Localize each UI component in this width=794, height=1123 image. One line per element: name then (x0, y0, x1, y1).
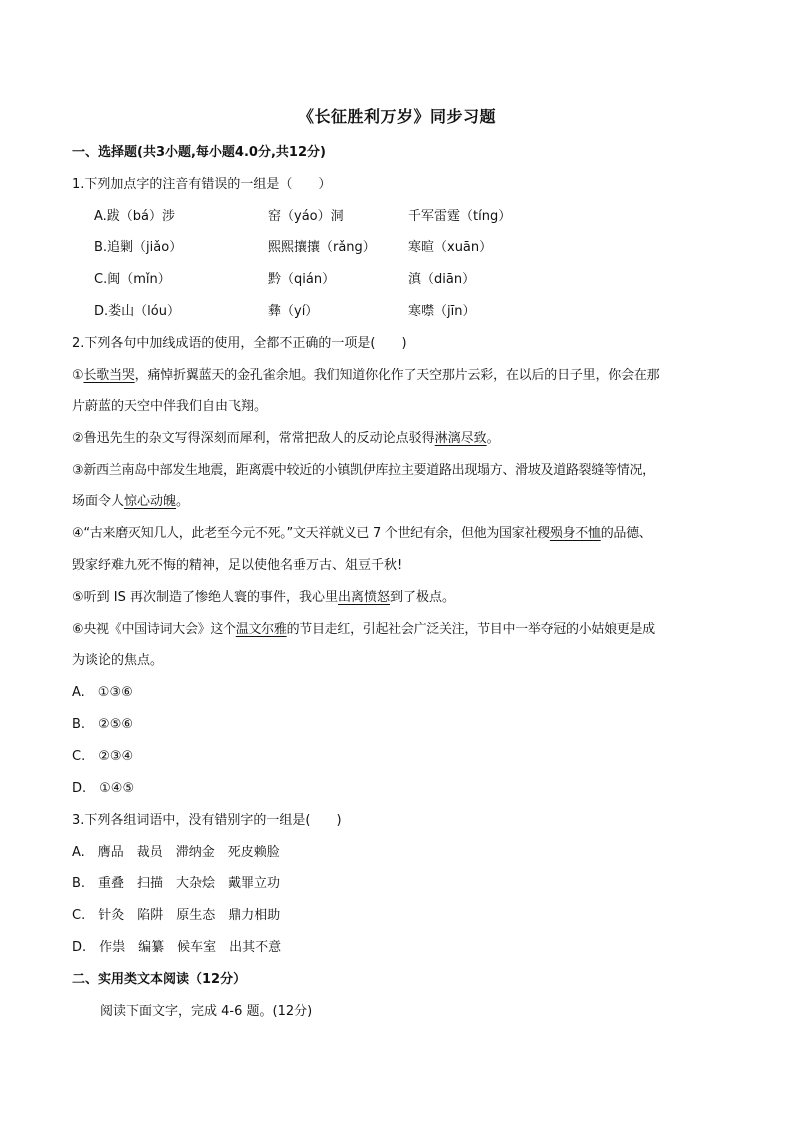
question-2-stem: 2.下列各句中加线成语的使用，全都不正确的一项是( ) (72, 336, 407, 351)
q2-option-b: B. ②⑤⑥ (72, 717, 134, 732)
q2-idiom-5: 出离愤怒 (338, 590, 391, 605)
q1-c-col3: 滇（diān） (408, 272, 476, 287)
question-1-stem: 1.下列加点字的注音有错误的一组是（ ） (72, 177, 332, 192)
q2-idiom-2: 淋漓尽致 (434, 431, 487, 446)
section-2-heading: 二、实用类文本阅读（12分） (72, 972, 247, 987)
q2-sentence-5: ⑤听到 IS 再次制造了惨绝人寰的事件，我心里出离愤怒到了极点。 (72, 590, 456, 605)
q2-idiom-6: 温文尔雅 (235, 622, 287, 637)
q2-idiom-4: 殒身不恤 (549, 526, 601, 541)
q1-b-col3: 寒暄（xuān） (408, 240, 493, 255)
q2-sentence-4-cont: 毁家纾难九死不悔的精神，足以使他名垂万古、俎豆千秋! (72, 558, 403, 573)
q2-option-c: C. ②③④ (72, 749, 134, 764)
q1-c-col1: C.闽（mǐn） (94, 272, 171, 287)
q1-d-col3: 寒噤（jīn） (408, 304, 476, 319)
q3-option-b: B. 重叠 扫描 大杂烩 戴罪立功 (72, 876, 281, 891)
q3-option-d: D. 作祟 编纂 候车室 出其不意 (72, 940, 282, 955)
question-3-stem: 3.下列各组词语中，没有错别字的一组是( ) (72, 813, 342, 828)
q2-option-d: D. ①④⑤ (72, 781, 135, 796)
q2-sentence-6-cont: 为谈论的焦点。 (72, 653, 164, 668)
q1-c-col2: 黔（qián） (268, 272, 336, 287)
q2-sentence-1-cont: 片蔚蓝的天空中伴我们自由飞翔。 (72, 399, 268, 414)
section-1-heading: 一、选择题(共3小题,每小题4.0分,共12分) (72, 145, 326, 160)
q1-d-col1: D.娄山（lóu） (94, 304, 180, 319)
q2-sentence-4: ④“古来磨灭知几人，此老至今元不死。”文天祥就义已 7 个世纪有余，但他为国家社稷殒身不恤的品德、 (72, 526, 652, 541)
q2-sentence-3: ③新西兰南岛中部发生地震，距离震中较近的小镇凯伊库拉主要道路出现塌方、滑坡及道路裂缝等情况， (72, 463, 655, 478)
q2-sentence-6: ⑥央视《中国诗词大会》这个温文尔雅的节目走红，引起社会广泛关注，节目中一举夺冠的小姑娘更是成 (72, 622, 655, 637)
q1-a-col1: A.跋（bá）涉 (94, 209, 176, 224)
q1-a-col2: 窑（yáo）洞 (268, 209, 344, 224)
q2-sentence-3-cont: 场面令人惊心动魄。 (72, 494, 190, 509)
q1-d-col2: 彝（yí） (268, 304, 319, 319)
section-2-intro: 阅读下面文字，完成 4-6 题。(12分) (100, 1004, 313, 1019)
q2-sentence-1: ①长歌当哭，痛悼折翼蓝天的金孔雀余旭。我们知道你化作了天空那片云彩，在以后的日子里，你会在那 (72, 368, 660, 383)
q3-option-c: C. 针灸 陷阱 原生态 鼎力相助 (72, 908, 281, 923)
q2-sentence-2: ②鲁迅先生的杂文写得深刻而犀利，常常把敌人的反动论点驳得淋漓尽致。 (72, 431, 500, 446)
q2-option-a: A. ①③⑥ (72, 685, 133, 700)
q3-option-a: A. 膺品 裁员 滞纳金 死皮赖脸 (72, 845, 280, 860)
q1-b-col1: B.追剿（jiǎo） (94, 240, 183, 255)
q1-a-col3: 千军雷霆（tíng） (408, 209, 512, 224)
page-title: 《长征胜利万岁》同步习题 (297, 107, 496, 126)
q1-b-col2: 熙熙攘攘（rǎng） (268, 240, 376, 255)
q2-idiom-1: 长歌当哭 (83, 368, 135, 383)
q2-idiom-3: 惊心动魄 (124, 494, 177, 509)
